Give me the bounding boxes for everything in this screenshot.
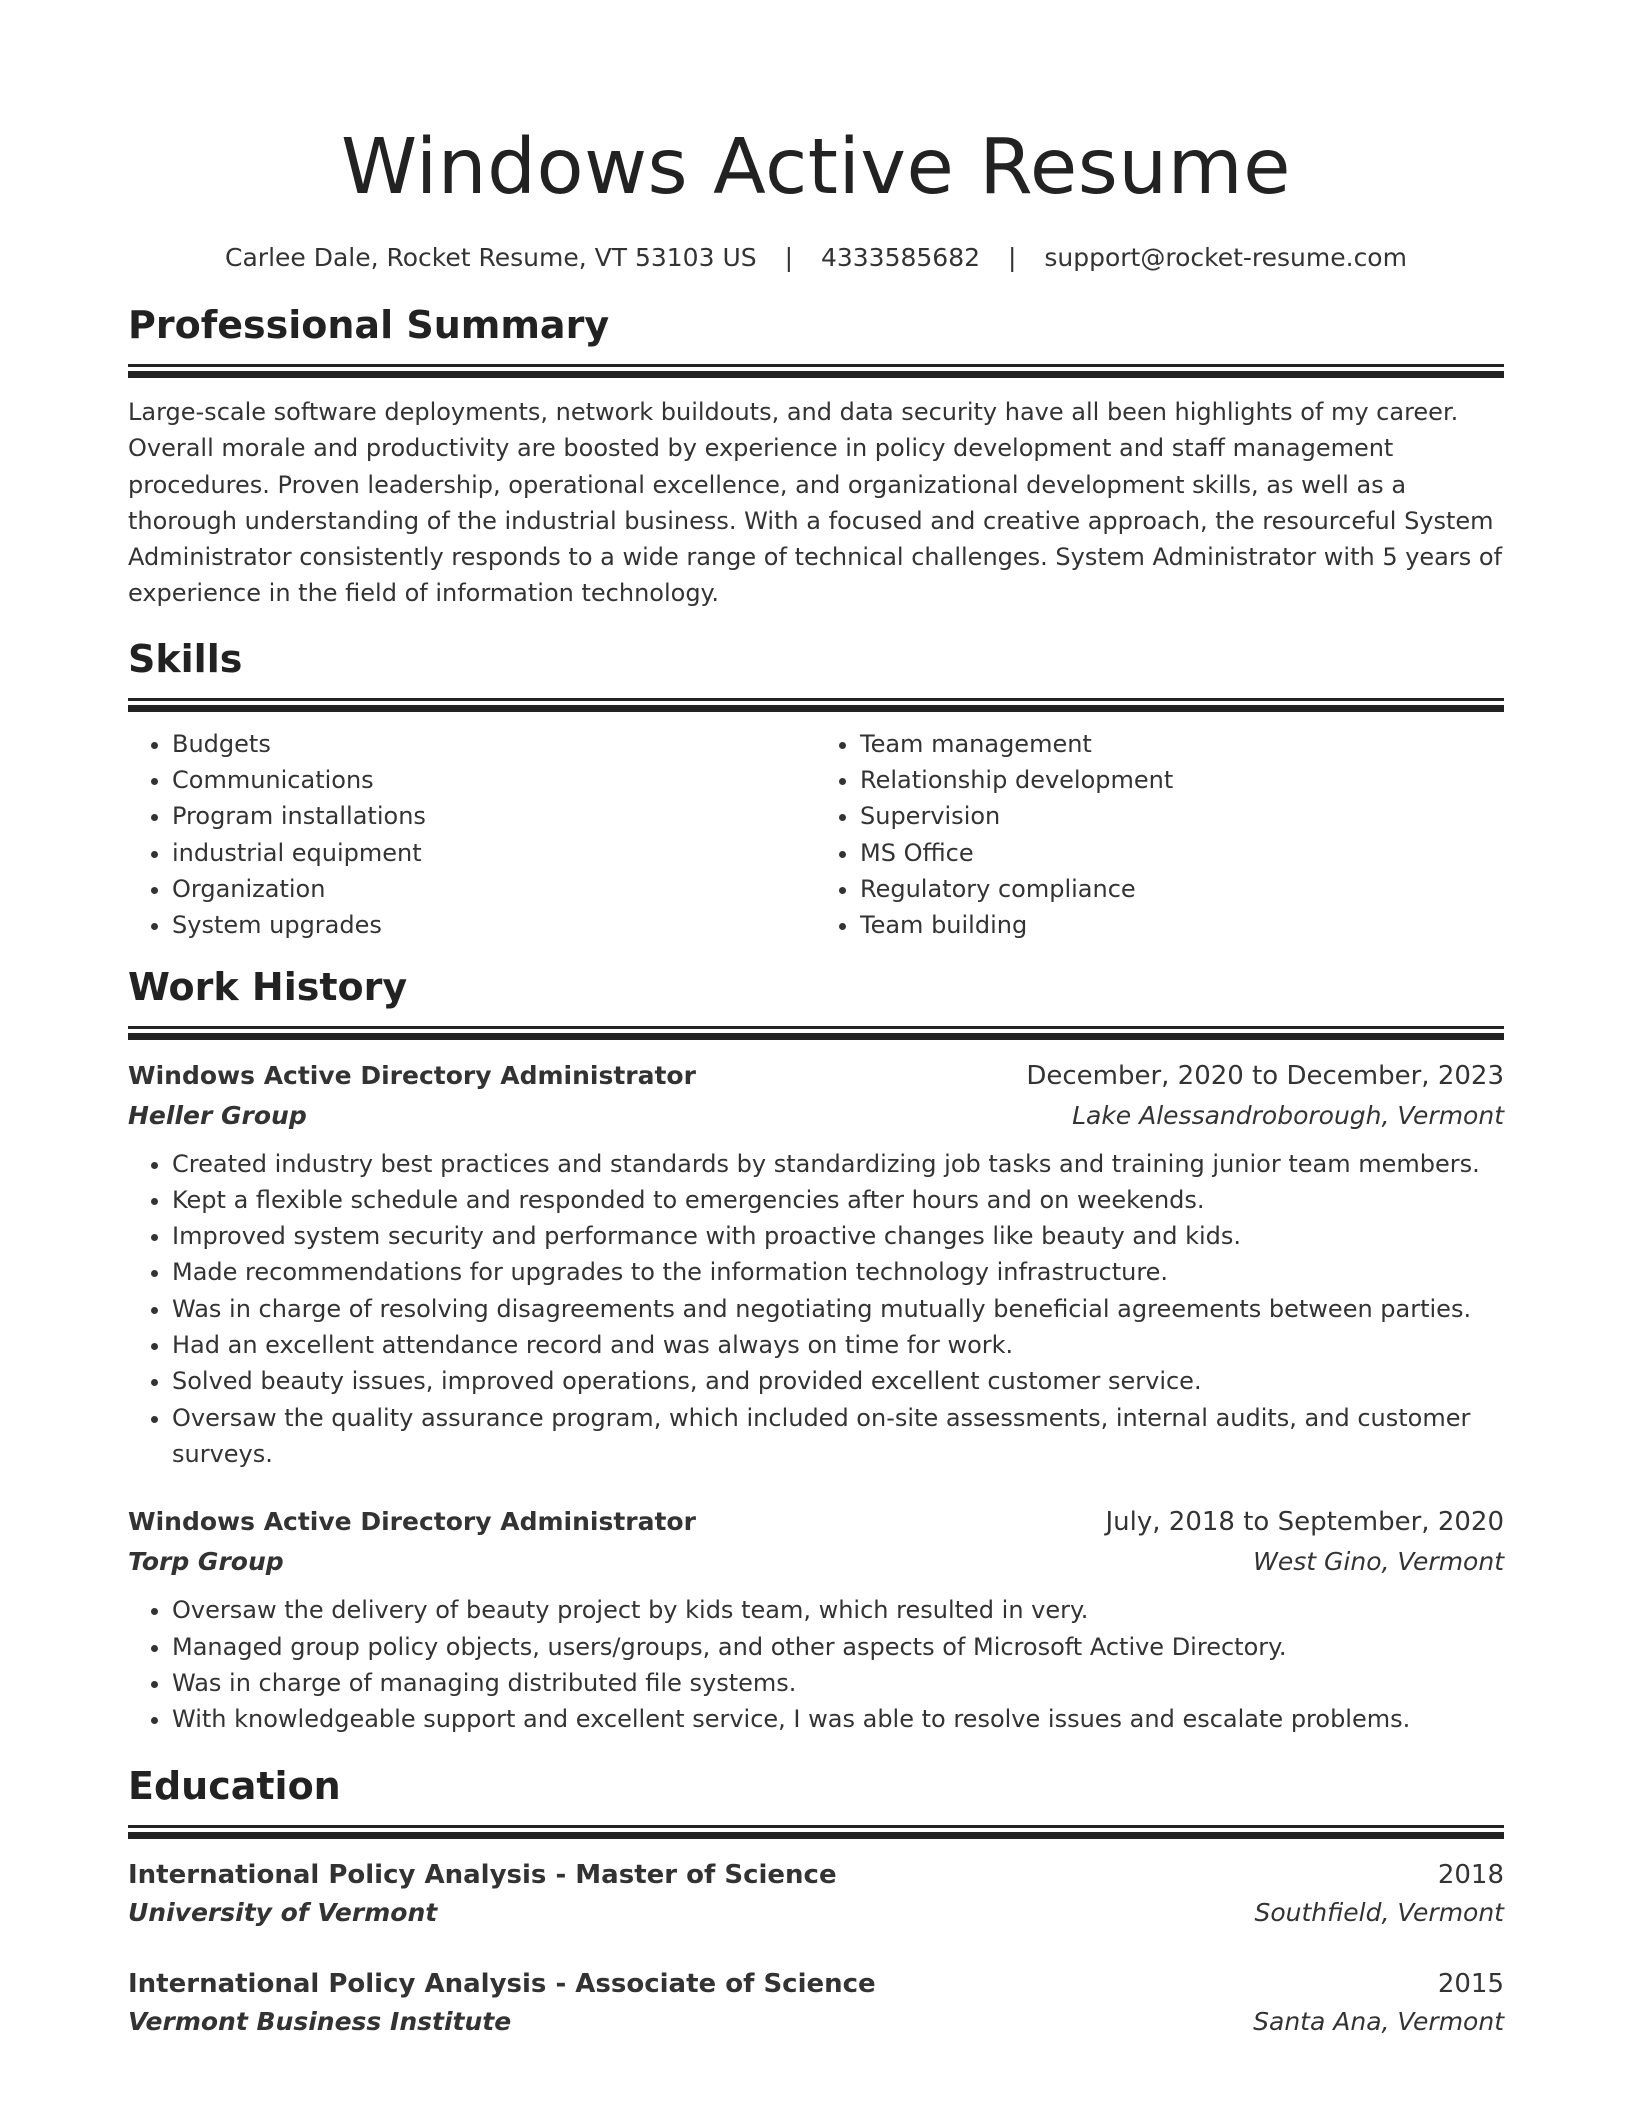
contact-phone: 4333585682	[820, 243, 981, 272]
section-divider	[128, 1026, 1504, 1040]
education-entry	[128, 1855, 1504, 1931]
job-location: West Gino, Vermont	[1253, 1547, 1504, 1577]
job-dates: December, 2020 to December, 2023	[1026, 1060, 1504, 1091]
skills-list	[128, 726, 1504, 944]
job-dates: July, 2018 to September, 2020	[1105, 1507, 1504, 1538]
skill-item: • MS Office	[860, 835, 1504, 871]
skill-item: • Communications	[172, 762, 816, 798]
section-divider	[128, 364, 1504, 378]
job-bullet: • Was in charge of resolving disagreements and negotiating mutually beneficial agreements between parties.	[172, 1291, 1504, 1327]
skill-item: • Team building	[860, 907, 1504, 943]
education-degree: International Policy Analysis - Master of Science	[128, 1860, 837, 1891]
skill-item: • Organization	[172, 871, 816, 907]
skill-item: • Relationship development	[860, 762, 1504, 798]
skill-item: • System upgrades	[172, 907, 816, 943]
education-subheader	[128, 1895, 1504, 1931]
skill-item: • industrial equipment	[172, 835, 816, 871]
education-school: University of Vermont	[128, 1898, 438, 1928]
skill-item: • Team management	[860, 726, 1504, 762]
job-bullet: • Oversaw the delivery of beauty project by kids team, which resulted in very.	[172, 1592, 1504, 1628]
education-entry	[128, 1964, 1504, 2040]
work-section	[128, 964, 1504, 1738]
summary-text: Large-scale software deployments, network buildouts, and data security have all been highlights of my career. Overall morale and productivity are boosted by experience in policy development and staff management procedures. Proven leadership, operational excellence, and organizational development skills, as well as a thorough understanding of the industrial business. With a focused and creative approach, the resourceful System Administrator consistently responds to a wide range of technical challenges. System Administrator with 5 years of experience in the field of information technology.	[128, 398, 1503, 608]
education-subheader	[128, 2004, 1504, 2040]
summary-heading: Professional Summary	[128, 303, 610, 347]
resume-title: Windows Active Resume	[340, 123, 1292, 212]
skills-column-right	[816, 726, 1504, 944]
job-title: Windows Active Directory Administrator	[128, 1060, 696, 1090]
education-header	[128, 1855, 1504, 1895]
job-company: Heller Group	[128, 1100, 307, 1130]
education-heading: Education	[128, 1764, 341, 1809]
job-header	[128, 1502, 1504, 1542]
summary-section	[128, 302, 1504, 612]
skill-item: • Regulatory compliance	[860, 871, 1504, 907]
education-year: 2018	[1437, 1860, 1504, 1891]
education-header	[128, 1964, 1504, 2004]
skills-column-left	[128, 726, 816, 944]
job-title: Windows Active Directory Administrator	[128, 1507, 696, 1537]
job-bullet: • Was in charge of managing distributed file systems.	[172, 1665, 1504, 1701]
job-header	[128, 1056, 1504, 1096]
job-bullet: • Solved beauty issues, improved operations, and provided excellent customer service.	[172, 1363, 1504, 1399]
job-bullets	[128, 1146, 1504, 1473]
education-degree: International Policy Analysis - Associate of Science	[128, 1969, 876, 2000]
skill-item: • Budgets	[172, 726, 816, 762]
contact-line	[128, 241, 1504, 275]
contact-separator: |	[1007, 243, 1017, 272]
job-bullet: • Had an excellent attendance record and was always on time for work.	[172, 1327, 1504, 1363]
education-location: Santa Ana, Vermont	[1253, 2007, 1504, 2037]
job-subheader	[128, 1542, 1504, 1582]
contact-address: Carlee Dale, Rocket Resume, VT 53103 US	[225, 243, 757, 272]
job-company: Torp Group	[128, 1547, 284, 1577]
education-location: Southfield, Vermont	[1254, 1898, 1504, 1928]
job-bullets	[128, 1592, 1504, 1737]
job-bullet: • Improved system security and performance with proactive changes like beauty and kids.	[172, 1218, 1504, 1254]
education-year: 2015	[1437, 1969, 1504, 2000]
job-location: Lake Alessandroborough, Vermont	[1072, 1100, 1504, 1130]
job-subheader	[128, 1096, 1504, 1136]
skill-item: • Supervision	[860, 798, 1504, 834]
skills-heading: Skills	[128, 636, 243, 681]
job-bullet: • Oversaw the quality assurance program, which included on-site assessments, internal audits, and customer surveys.	[172, 1400, 1504, 1473]
work-heading: Work History	[128, 964, 408, 1009]
skill-item: • Program installations	[172, 798, 816, 834]
job-bullet: • Created industry best practices and standards by standardizing job tasks and training junior team members.	[172, 1146, 1504, 1182]
contact-separator: |	[784, 243, 793, 272]
job-entry	[128, 1502, 1504, 1737]
contact-email: support@rocket-resume.com	[1044, 243, 1407, 272]
section-divider	[128, 1825, 1504, 1839]
job-bullet: • Made recommendations for upgrades to the information technology infrastructure.	[172, 1254, 1504, 1290]
job-entry	[128, 1056, 1504, 1473]
job-bullet: • With knowledgeable support and excellent service, I was able to resolve issues and escalate problems.	[172, 1701, 1504, 1737]
section-divider	[128, 698, 1504, 712]
education-school: Vermont Business Institute	[128, 2007, 512, 2037]
education-section	[128, 1763, 1504, 2040]
job-bullet: • Kept a flexible schedule and responded to emergencies after hours and on weekends.	[172, 1182, 1504, 1218]
job-bullet: • Managed group policy objects, users/groups, and other aspects of Microsoft Active Directory.	[172, 1629, 1504, 1665]
skills-section	[128, 636, 1504, 944]
